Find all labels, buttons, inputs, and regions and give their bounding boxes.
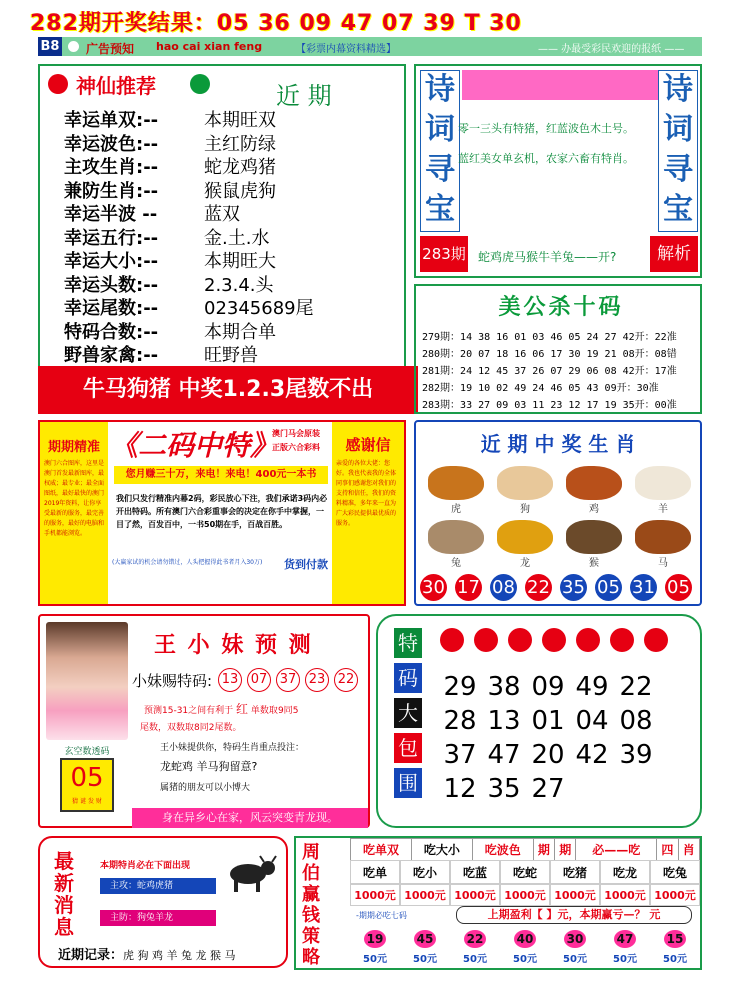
kill-row: 281期：24 12 45 37 26 07 29 06 08 42开：17准	[422, 366, 677, 377]
zodiac-animal-4	[428, 520, 484, 569]
animal-label: 龙	[520, 558, 530, 569]
zhou-title-char: 策	[302, 926, 320, 947]
shenxian-row	[64, 318, 394, 342]
kill-list	[422, 328, 698, 413]
te-number: 27	[531, 774, 565, 804]
ad-left-text: 澳门六合图库，这里是澳门首发最新图库，最权威；最专业；最全面图纸，最好最快的澳门2019年资料，让你享受最新的服务，最完善的服务，最好的电脑和手机都能浏览。	[44, 460, 105, 537]
poem-char: 诗	[425, 72, 455, 107]
red-dot-icon	[48, 74, 68, 94]
pred-text: 尾数。	[214, 723, 242, 733]
pink-strip	[462, 70, 658, 100]
shenxian-row	[64, 247, 394, 271]
te-number: 08	[619, 706, 653, 736]
zodiac-animal-6	[566, 520, 622, 569]
te-side-char: 特	[394, 628, 422, 658]
zhou-body	[350, 860, 700, 906]
zhou-row	[350, 884, 700, 906]
te-number: 42	[575, 740, 609, 770]
zodiac-animal-3	[635, 466, 691, 515]
xuan-label: 玄空数透码	[64, 747, 110, 757]
zhou-ball: 30	[564, 930, 586, 948]
animal-label: 狗	[520, 504, 530, 515]
zodiac-ball: 30	[420, 574, 447, 601]
pred-num: 5	[292, 706, 299, 716]
ad-left	[40, 422, 108, 604]
pred-text: 同	[283, 706, 293, 716]
zhou-money: 1000元	[500, 884, 550, 906]
news-title	[54, 850, 78, 938]
zhou-cell: 吃单	[350, 860, 400, 884]
zhou-money: 1000元	[600, 884, 650, 906]
te-row	[438, 772, 694, 806]
shenxian-value: 金.土.水	[204, 227, 270, 249]
zhou-cell: 吃猪	[550, 860, 600, 884]
wang-title: 王 小 妹 预 测	[154, 633, 313, 658]
kill-box	[414, 284, 702, 414]
ad-strip: 您月赚三十万，来电！来电！400元一本书	[114, 466, 328, 484]
zhou-small: 50元	[513, 954, 537, 965]
animal-icon	[428, 466, 484, 500]
zodiac-animal-1	[497, 466, 553, 515]
poem-line1: 零一三头有特猪，红蓝波色木土号。	[458, 122, 634, 135]
news-title-char: 息	[54, 915, 74, 939]
animal-icon	[497, 466, 553, 500]
xuan-box	[60, 758, 114, 812]
ad-right-title: 感谢信	[345, 436, 391, 454]
zhou-ball: 19	[364, 930, 386, 948]
zhou-box	[294, 836, 702, 970]
pinyin: hao cai xian feng	[156, 40, 263, 53]
red-dot-icon	[474, 628, 498, 652]
header-bar	[38, 37, 702, 56]
zodiac-animals	[422, 464, 698, 574]
animal-label: 猴	[589, 558, 599, 569]
wang-box	[38, 614, 370, 828]
zhou-ball: 47	[614, 930, 636, 948]
record-label: 近期记录：	[58, 948, 124, 963]
shenxian-box	[38, 64, 406, 414]
pred-num: 8	[194, 723, 200, 733]
zodiac-animal-7	[635, 520, 691, 569]
zhou-small: 50元	[463, 954, 487, 965]
te-side-char: 码	[394, 663, 422, 693]
zodiac-ball: 17	[455, 574, 482, 601]
zhou-ball: 15	[664, 930, 686, 948]
zodiac-ball: 08	[490, 574, 517, 601]
shenxian-banner: 牛马狗猪 中奖1.2.3尾数不出	[38, 366, 418, 414]
zhou-ball: 22	[464, 930, 486, 948]
zhou-ball-cell	[500, 928, 550, 968]
col-head: 期	[533, 839, 554, 861]
zhou-title-char: 钱	[302, 905, 320, 926]
red-dot-icon	[576, 628, 600, 652]
ad-call: 货到付款	[284, 558, 328, 571]
zodiac-animal-2	[566, 466, 622, 515]
te-number: 01	[531, 706, 565, 736]
news-head: 本期特肖必在下面出现	[100, 861, 191, 871]
zodiac-animal-5	[497, 520, 553, 569]
kill-title: 美公杀十码	[498, 295, 624, 320]
shenxian-key: 幸运波色:--	[64, 133, 159, 155]
zhou-small: 50元	[613, 954, 637, 965]
zhou-row	[350, 860, 700, 884]
tag: 【彩票内幕资料精选】	[296, 44, 396, 55]
zodiac-ball: 35	[560, 574, 587, 601]
te-side-char: 大	[394, 698, 422, 728]
shenxian-value: 猴鼠虎狗	[204, 180, 276, 202]
poem-line2: 蓝红美女单玄机，农家六畜有特肖。	[458, 152, 634, 165]
wang-label: 小妹赐特码:	[132, 672, 213, 690]
shenxian-list	[64, 106, 394, 365]
shenxian-title: 神仙推荐	[76, 74, 156, 98]
shenxian-value: 蛇龙鸡猪	[204, 157, 276, 178]
pred-text: 尾数，双数取	[140, 723, 195, 733]
xuan-under: 猜 谜 发 财	[72, 798, 102, 805]
page-title: 282期开奖结果：05 36 09 47 07 39 T 30	[30, 11, 522, 36]
zhou-title-char: 周	[302, 842, 320, 863]
animal-icon	[566, 520, 622, 554]
pred-text: 单数取	[250, 706, 278, 716]
zhou-ball: 45	[414, 930, 436, 948]
shenxian-key: 幸运头数:--	[64, 274, 159, 296]
shenxian-value: 本期旺双	[204, 110, 276, 131]
poem-right	[658, 70, 698, 232]
animal-icon	[635, 520, 691, 554]
slogan: —— 办最受彩民欢迎的报纸 ——	[538, 44, 685, 55]
zhou-ball-cell	[400, 928, 450, 968]
wang-pred2	[140, 720, 242, 733]
wang-code: 37	[276, 668, 300, 692]
shenxian-value: 02345689尾	[204, 298, 314, 319]
zodiac-title: 近 期 中 奖 生 肖	[480, 432, 636, 456]
zodiac-balls	[420, 574, 700, 602]
ad-main-title: 《二码中特》	[110, 429, 279, 462]
zhou-balls	[350, 928, 700, 968]
ad-label: 广告预知	[86, 42, 135, 56]
zhou-cell: 吃龙	[600, 860, 650, 884]
shenxian-key: 特码合数:--	[64, 321, 159, 343]
news-box	[38, 836, 288, 968]
wang-code: 22	[334, 668, 358, 692]
shenxian-row	[64, 200, 394, 224]
animal-icon	[497, 520, 553, 554]
zhou-ball-cell	[650, 928, 700, 968]
col-head: 肖	[678, 839, 699, 861]
zodiac-ball: 31	[630, 574, 657, 601]
te-number: 39	[619, 740, 653, 770]
zhou-cell: 吃兔	[650, 860, 700, 884]
shenxian-key: 兼防生肖:--	[64, 180, 159, 202]
poem-box	[414, 64, 702, 278]
shenxian-value: 主红防绿	[204, 133, 276, 155]
pred-num: 2	[208, 723, 215, 733]
red-dot-icon	[610, 628, 634, 652]
green-dot-icon	[190, 74, 210, 94]
col-head: 必——吃	[576, 839, 657, 861]
zhou-ball: 40	[514, 930, 536, 948]
zodiac-ball: 22	[525, 574, 552, 601]
shenxian-value: 本期旺大	[204, 251, 276, 272]
te-side-char: 包	[394, 733, 422, 763]
te-number: 38	[487, 672, 521, 702]
red-dot-icon	[542, 628, 566, 652]
poem-left	[420, 70, 460, 232]
wang-line4: 龙蛇鸡 羊马狗留意?	[160, 760, 258, 773]
animal-label: 鸡	[589, 504, 599, 515]
zhou-money: 1000元	[400, 884, 450, 906]
col-head: 四	[657, 839, 678, 861]
poem-char: 宝	[425, 192, 455, 227]
zhou-ball-cell	[450, 928, 500, 968]
shenxian-key: 幸运大小:--	[64, 251, 159, 272]
shenxian-key: 幸运五行:--	[64, 227, 159, 249]
te-number: 28	[443, 706, 477, 736]
zhou-small: 50元	[363, 954, 387, 965]
wang-line3: 王小妹提供你，特码生肖重点投注：	[160, 743, 305, 753]
animal-label: 虎	[451, 504, 461, 515]
zhufang: 主防：狗兔羊龙	[100, 910, 216, 926]
te-row	[438, 670, 694, 704]
te-dots	[436, 628, 698, 654]
te-number: 22	[619, 672, 653, 702]
shenxian-row	[64, 341, 394, 365]
te-number: 29	[443, 672, 477, 702]
wang-pred1	[144, 700, 298, 717]
zhou-notice: -期期必吃七码	[356, 911, 407, 920]
record-list: 虎 狗 鸡 羊 兔 龙 猴 马	[123, 949, 236, 962]
zhou-title-char: 略	[302, 947, 320, 968]
shenxian-row	[64, 153, 394, 177]
shenxian-row	[64, 177, 394, 201]
te-number: 49	[575, 672, 609, 702]
te-row	[438, 704, 694, 738]
zhou-ball-cell	[350, 928, 400, 968]
shenxian-value: 旺野兽	[204, 345, 258, 366]
zodiac-animal-0	[428, 466, 484, 515]
animal-icon	[566, 466, 622, 500]
ad-right	[332, 422, 404, 604]
shenxian-key: 幸运半波 --	[64, 204, 158, 225]
recent-label: 近 期	[276, 82, 332, 110]
te-number: 47	[487, 740, 521, 770]
shenxian-value: 蓝双	[204, 204, 240, 225]
animal-icon	[428, 520, 484, 554]
wang-codes	[218, 668, 368, 692]
col-head: 吃波色	[472, 839, 533, 861]
pred-color: 红	[236, 702, 249, 716]
zhou-table	[350, 838, 700, 861]
shenxian-key: 野兽家禽:--	[64, 345, 159, 366]
ad-left-title: 期期精准	[47, 440, 100, 455]
te-number: 04	[575, 706, 609, 736]
wang-code: 07	[247, 668, 271, 692]
animal-label: 马	[658, 558, 668, 569]
zhou-small: 50元	[663, 954, 687, 965]
red-dot-icon	[644, 628, 668, 652]
wang-line5: 属猪的朋友可以小博大	[160, 783, 251, 793]
wang-foot: 身在异乡心在家，风云突变青龙现。	[132, 808, 368, 828]
pred-text: 预测15-31之间有利于	[144, 706, 234, 716]
ad-box	[38, 420, 406, 606]
zhou-cell: 吃蛇	[500, 860, 550, 884]
record-line	[58, 944, 236, 963]
pred-num: 9	[277, 706, 284, 716]
zhou-money: 1000元	[650, 884, 700, 906]
shenxian-value: 本期合单	[204, 321, 276, 343]
te-grid	[438, 670, 694, 806]
ad-body: 我们只发行精准内幕2码，彩民放心下注，我们承诺3码内必开出特码。所有澳门六合彩重事会的决定在你手中掌握，一目了然，百发百中，一书50期在手，百战百胜。	[116, 494, 328, 529]
avatar	[46, 622, 128, 740]
kill-row: 282期：19 10 02 49 24 46 05 43 09开：30准	[422, 383, 659, 394]
zhou-small: 50元	[563, 954, 587, 965]
col-head: 吃大小	[411, 839, 472, 861]
te-side-char: 围	[394, 768, 422, 798]
shenxian-key: 幸运尾数:--	[64, 298, 159, 319]
news-title-char: 消	[54, 893, 74, 917]
shenxian-row	[64, 294, 394, 318]
news-title-char: 最	[54, 849, 74, 873]
kill-row: 280期：20 07 18 16 06 17 30 19 21 08开：08错	[422, 349, 677, 360]
zhou-small: 50元	[413, 954, 437, 965]
shenxian-value: 2.3.4.头	[204, 274, 274, 296]
te-number: 12	[443, 774, 477, 804]
ad-foot: (大赢家试的机会请勿错过，人头把握得此书者月入30万)	[112, 559, 263, 566]
ad-sub1: 澳门马会原装	[272, 429, 320, 438]
animal-label: 兔	[451, 558, 461, 569]
col-head: 吃单双	[351, 839, 412, 861]
news-title-char: 新	[54, 871, 74, 895]
wang-code: 23	[305, 668, 329, 692]
zodiac-box	[414, 420, 702, 606]
kill-row: 279期：14 38 16 01 03 46 05 24 27 42开：22准	[422, 332, 677, 343]
zhou-title-char: 伯	[302, 863, 320, 884]
zhou-profit: 上期盈利【 】元，本期赢亏—？ 元	[456, 906, 692, 924]
shenxian-key: 主攻生肖:--	[64, 157, 159, 178]
poem-explain: 解析	[650, 236, 698, 272]
bull-icon	[222, 854, 278, 894]
poem-period: 283期	[420, 236, 468, 272]
ad-sub2: 正版六合彩料	[272, 443, 320, 452]
te-box	[376, 614, 702, 828]
te-row	[438, 738, 694, 772]
te-number: 35	[487, 774, 521, 804]
zhou-money: 1000元	[550, 884, 600, 906]
zodiac-ball: 05	[595, 574, 622, 601]
red-dot-icon	[508, 628, 532, 652]
shenxian-row	[64, 106, 394, 130]
zhou-title-char: 赢	[302, 884, 320, 905]
te-number: 20	[531, 740, 565, 770]
ad-right-text: 亲爱的各位大佬：您好。我也代表我的全体同事们感谢您对我们的支持和信任，我们的资料精准，多年来一直为广大彩民提供最优质的服务。	[336, 460, 397, 527]
te-side	[394, 628, 422, 803]
poem-answer: 蛇鸡虎马猴牛羊兔——开?	[478, 250, 617, 264]
pred-text: 同	[199, 723, 209, 733]
zodiac-ball: 05	[665, 574, 692, 601]
te-number: 37	[443, 740, 477, 770]
poem-char: 寻	[663, 152, 693, 187]
wang-code: 13	[218, 668, 242, 692]
poem-char: 寻	[425, 152, 455, 187]
zhugong: 主攻：蛇鸡虎猪	[100, 878, 216, 894]
zhou-ball-cell	[550, 928, 600, 968]
zhou-cell: 吃蓝	[450, 860, 500, 884]
shenxian-key: 幸运单双:--	[64, 110, 159, 131]
te-number: 13	[487, 706, 521, 736]
shenxian-row	[64, 224, 394, 248]
poem-char: 词	[425, 112, 455, 147]
zhou-cell: 吃小	[400, 860, 450, 884]
dot-icon	[68, 41, 79, 52]
poem-char: 诗	[663, 72, 693, 107]
shenxian-row	[64, 271, 394, 295]
zhou-money: 1000元	[350, 884, 400, 906]
shenxian-row	[64, 130, 394, 154]
te-number: 09	[531, 672, 565, 702]
animal-icon	[635, 466, 691, 500]
poem-char: 宝	[663, 192, 693, 227]
poem-char: 词	[663, 112, 693, 147]
page-number: B8	[38, 37, 62, 56]
xuan-number: 05	[70, 763, 104, 793]
kill-row: 283期：33 27 09 03 11 23 12 17 19 35开：00准	[422, 400, 677, 411]
zhou-title	[302, 842, 330, 968]
red-dot-icon	[440, 628, 464, 652]
animal-label: 羊	[658, 504, 668, 515]
zhou-money: 1000元	[450, 884, 500, 906]
zhou-ball-cell	[600, 928, 650, 968]
col-head: 期	[555, 839, 576, 861]
